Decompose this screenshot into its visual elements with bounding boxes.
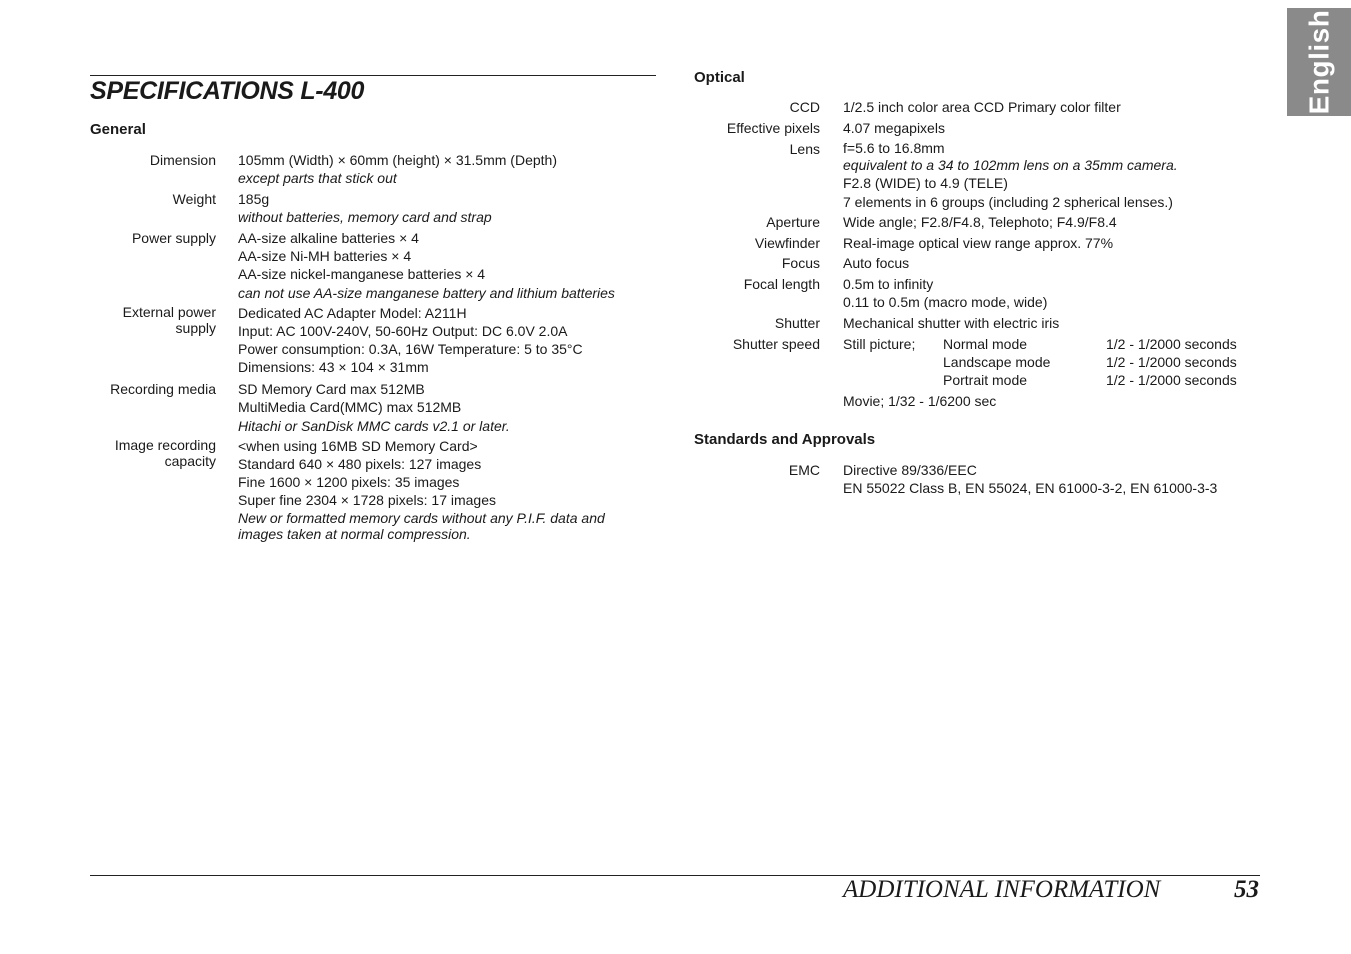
spec-label: Weight [172,191,216,207]
spec-value [843,461,1217,497]
spec-value [843,119,945,137]
value-note: New or formatted memory cards without any P.I.F. data and [238,510,605,526]
spec-label: EMC [788,462,820,478]
value-line: Standard 640 × 480 pixels: 127 images [238,456,482,472]
spec-value [238,190,492,226]
page-number: 53 [1234,876,1259,903]
optical-heading: Optical [694,69,745,86]
value-line: 0.11 to 0.5m (macro mode, wide) [843,294,1048,310]
spec-value [843,140,1178,211]
spec-value [843,254,909,272]
spec-value [843,335,915,353]
footer-section-title: ADDITIONAL INFORMATION [843,876,1161,903]
spec-value [238,437,605,542]
value-note: images taken at normal compression. [238,526,471,542]
title-rule [90,75,656,76]
value-line: Fine 1600 × 1200 pixels: 35 images [238,474,460,490]
spec-value [843,314,1059,332]
spec-label: Focus [781,255,820,271]
still-picture-label: Still picture; [843,336,916,352]
spec-label: Power supply [131,230,216,246]
value-line: AA-size Ni-MH batteries × 4 [238,248,412,264]
movie-speed [843,392,996,410]
shutter-speed-value: 1/2 - 1/2000 seconds [1106,336,1237,352]
value-line: Wide angle; F2.8/F4.8, Telephoto; F4.9/F8.4 [843,214,1117,230]
spec-label: Shutter [774,315,820,331]
value-line: 185g [238,191,270,207]
value-line: 105mm (Width) × 60mm (height) × 31.5mm (Depth) [238,152,557,168]
value-line: F2.8 (WIDE) to 4.9 (TELE) [843,175,1008,191]
spec-value [843,98,1121,116]
shutter-speed-value: 1/2 - 1/2000 seconds [1106,354,1237,370]
spec-label: Dimension [149,152,216,168]
value-line: 1/2.5 inch color area CCD Primary color filter [843,99,1121,115]
value-line: EN 55022 Class B, EN 55024, EN 61000-3-2, EN 61000-3-3 [843,480,1218,496]
value-line: AA-size nickel-manganese batteries × 4 [238,266,486,282]
spec-label: Lens [789,141,820,157]
page-title: SPECIFICATIONS L-400 [90,77,365,105]
spec-label: Shutter speed [732,336,820,352]
spec-label: Recording media [110,381,216,397]
value-line: 7 elements in 6 groups (including 2 spherical lenses.) [843,194,1173,210]
value-note: without batteries, memory card and strap [238,209,492,225]
spec-label: Effective pixels [726,120,820,136]
spec-value [843,234,1113,252]
value-line: Dedicated AC Adapter Model: A211H [238,305,467,321]
language-tab [1287,8,1351,116]
value-line: <when using 16MB SD Memory Card> [238,438,478,454]
value-line: Mechanical shutter with electric iris [843,315,1060,331]
value-line: Movie; 1/32 - 1/6200 sec [843,393,997,409]
spec-shutter-speed [0,335,1290,415]
shutter-mode: Portrait mode [943,372,1028,388]
value-line: f=5.6 to 16.8mm [843,140,945,156]
value-line: Input: AC 100V-240V, 50-60Hz Output: DC 6.0V 2.0A [238,323,568,339]
value-line: Power consumption: 0.3A, 16W Temperature: 5 to 35°C [238,341,583,357]
spec-label: Image recording capacity [114,437,216,469]
spec-value [843,213,1117,231]
spec-label: Aperture [766,214,820,230]
shutter-mode: Normal mode [943,336,1028,352]
value-line: Auto focus [843,255,910,271]
value-line: 4.07 megapixels [843,120,945,136]
value-line: SD Memory Card max 512MB [238,381,425,397]
value-line: Super fine 2304 × 1728 pixels: 17 images [238,492,497,508]
shutter-mode-list [943,335,1050,389]
standards-heading: Standards and Approvals [694,431,876,448]
spec-label: CCD [789,99,820,115]
spec-label: External power supply [122,304,216,336]
shutter-mode: Landscape mode [943,354,1051,370]
spec-value [238,151,557,187]
value-line: 0.5m to infinity [843,276,934,292]
language-tab-label: English [1303,9,1334,115]
value-note: Hitachi or SanDisk MMC cards v2.1 or later. [238,418,510,434]
spec-label: Focal length [743,276,820,292]
general-heading: General [90,121,146,138]
shutter-speed-list [1106,335,1237,389]
value-note: except parts that stick out [238,170,397,186]
value-line: MultiMedia Card(MMC) max 512MB [238,399,462,415]
value-note: equivalent to a 34 to 102mm lens on a 35mm camera. [843,157,1178,173]
value-note: can not use AA-size manganese battery and lithium batteries [238,285,615,301]
value-line: Directive 89/336/EEC [843,462,977,478]
spec-value [238,229,615,302]
spec-value [843,275,1047,311]
value-line: AA-size alkaline batteries × 4 [238,230,419,246]
value-line: Dimensions: 43 × 104 × 31mm [238,359,429,375]
value-line: Real-image optical view range approx. 77% [843,235,1114,251]
shutter-speed-value: 1/2 - 1/2000 seconds [1106,372,1237,388]
spec-label: Viewfinder [754,235,820,251]
